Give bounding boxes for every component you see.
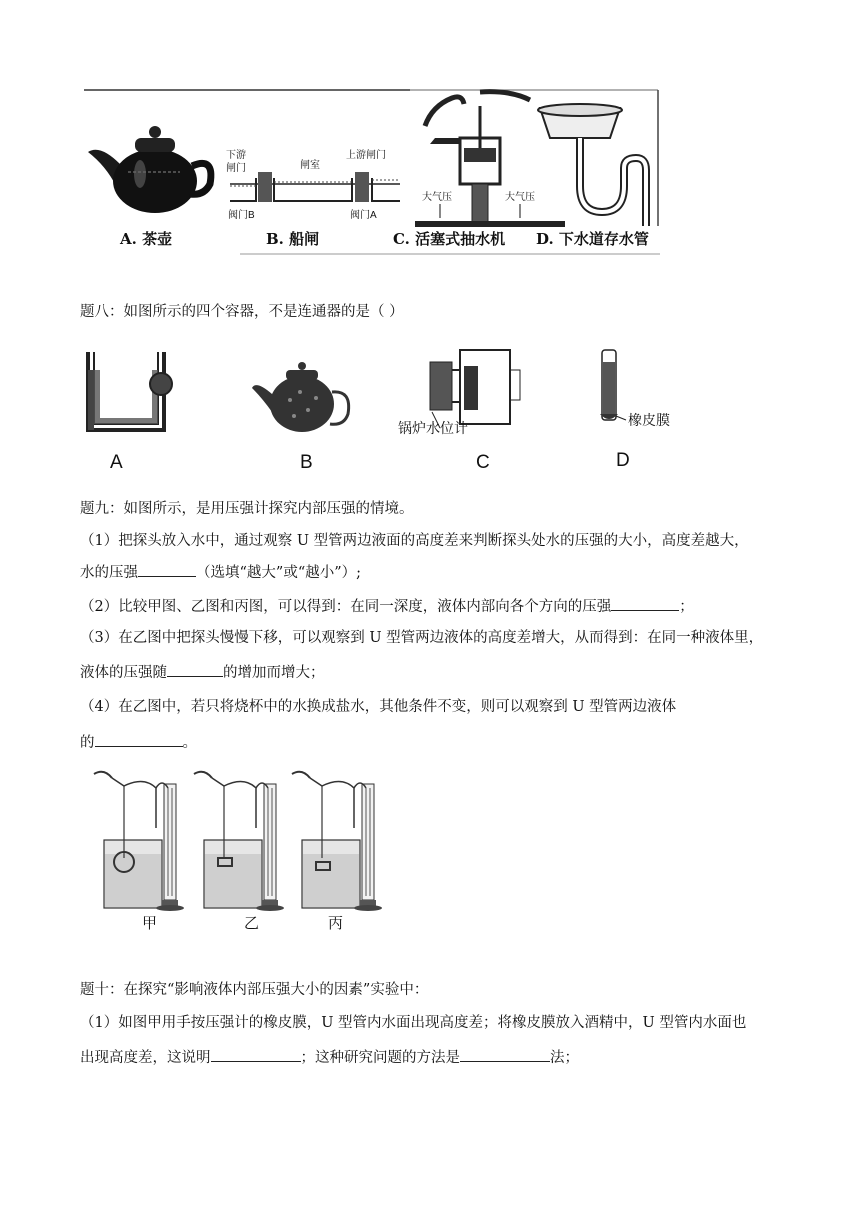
q9-part2-prefix: （2）比较甲图、乙图和丙图，可以得到：在同一深度，液体内部向各个方向的压强 — [80, 599, 612, 615]
lock-label-downstream-2: 闸门 — [226, 163, 246, 174]
q9-part3-prefix: 液体的压强随 — [80, 665, 167, 681]
q9-answer-blank-3[interactable] — [167, 662, 223, 677]
pump-label-left: 大气压 — [422, 192, 452, 203]
q9-part3-suffix: 的增加而增大； — [223, 665, 325, 681]
pump-label-right: 大气压 — [505, 192, 535, 203]
q9-part3-line2 — [80, 662, 325, 683]
u-container-drawing — [88, 352, 172, 430]
q8-label-b: B — [300, 452, 313, 473]
lock-label-valve-a: 阀门A — [350, 210, 377, 221]
ship-lock-drawing — [226, 148, 400, 221]
q8-text: 题八：如图所示的四个容器，不是连通器的是（ ） — [80, 304, 404, 320]
q8-label-d: D — [616, 450, 630, 471]
q9-label-yi: 乙 — [244, 915, 260, 932]
q9-intro: 题九：如图所示，是用压强计探究内部压强的情境。 — [80, 501, 414, 517]
q9-figure-drawing — [84, 768, 384, 934]
q9-part4-line2 — [80, 732, 197, 753]
q9-part1-line2 — [80, 562, 361, 583]
q9-part4-prefix: 的 — [80, 735, 95, 751]
q9-answer-blank-1[interactable] — [138, 562, 196, 577]
teapot-b-drawing — [252, 362, 349, 432]
lock-label-valve-b: 阀门B — [228, 210, 255, 221]
q10-answer-blank-2[interactable] — [460, 1047, 550, 1062]
q9-label-bing: 丙 — [328, 915, 344, 932]
caption-piston-pump: C. 活塞式抽水机 — [393, 230, 506, 248]
q10-part1-mid: ；这种研究问题的方法是 — [300, 1050, 460, 1066]
teapot-drawing — [88, 126, 211, 213]
caption-ship-lock: B. 船闸 — [266, 230, 320, 248]
caption-drain-trap: D. 下水道存水管 — [536, 230, 649, 248]
drain-trap-drawing — [538, 104, 646, 226]
q10-part1-suffix: 法； — [550, 1050, 579, 1066]
q9-part1-suffix: （选填“越大”或“越小”）; — [196, 565, 362, 581]
q10-part1-line1: （1）如图甲用手按压强计的橡皮膜，U 型管内水面出现高度差；将橡皮膜放入酒精中，U 型管内水面也 — [80, 1015, 747, 1031]
lock-label-downstream-1: 下游 — [226, 150, 246, 161]
boiler-drawing — [430, 350, 520, 428]
q9-part1-prefix: 水的压强 — [80, 565, 138, 581]
lock-label-upstream: 上游闸门 — [346, 150, 386, 161]
q8-figure — [80, 340, 700, 480]
q9-answer-blank-2[interactable] — [611, 596, 679, 611]
top-figure — [80, 86, 660, 258]
caption-teapot: A. 茶壶 — [120, 230, 173, 248]
q10-intro: 题十：在探究“影响液体内部压强大小的因素”实验中： — [80, 982, 429, 998]
q8-figure-drawing — [80, 340, 700, 480]
q9-part2-suffix: ； — [679, 599, 694, 615]
q9-label-jia: 甲 — [142, 915, 158, 932]
q9-answer-blank-4[interactable] — [95, 732, 183, 747]
q9-part3-line1: （3）在乙图中把探头慢慢下移，可以观察到 U 型管两边液体的高度差增大，从而得到：在同一种液体里， — [80, 630, 764, 646]
q9-part4-line1: （4）在乙图中，若只将烧杯中的水换成盐水，其他条件不变，则可以观察到 U 型管两边液体 — [80, 699, 677, 715]
q9-part4-suffix: 。 — [182, 735, 197, 751]
q9-part1-line1: （1）把探头放入水中，通过观察 U 型管两边液面的高度差来判断探头处水的压强的大小，高度差越大， — [80, 533, 749, 549]
q10-part1-prefix: 出现高度差，这说明 — [80, 1050, 211, 1066]
q10-answer-blank-1[interactable] — [211, 1047, 301, 1062]
lock-label-chamber: 闸室 — [300, 160, 320, 171]
q8-label-c: C — [476, 452, 490, 473]
q9-figure — [84, 768, 384, 934]
q10-part1-line2 — [80, 1047, 579, 1068]
membrane-label: 橡皮膜 — [628, 412, 670, 428]
boiler-gauge-label: 锅炉水位计 — [398, 420, 468, 436]
membrane-tube-drawing — [600, 350, 626, 420]
q9-part2 — [80, 596, 694, 617]
q8-label-a: A — [110, 452, 123, 473]
